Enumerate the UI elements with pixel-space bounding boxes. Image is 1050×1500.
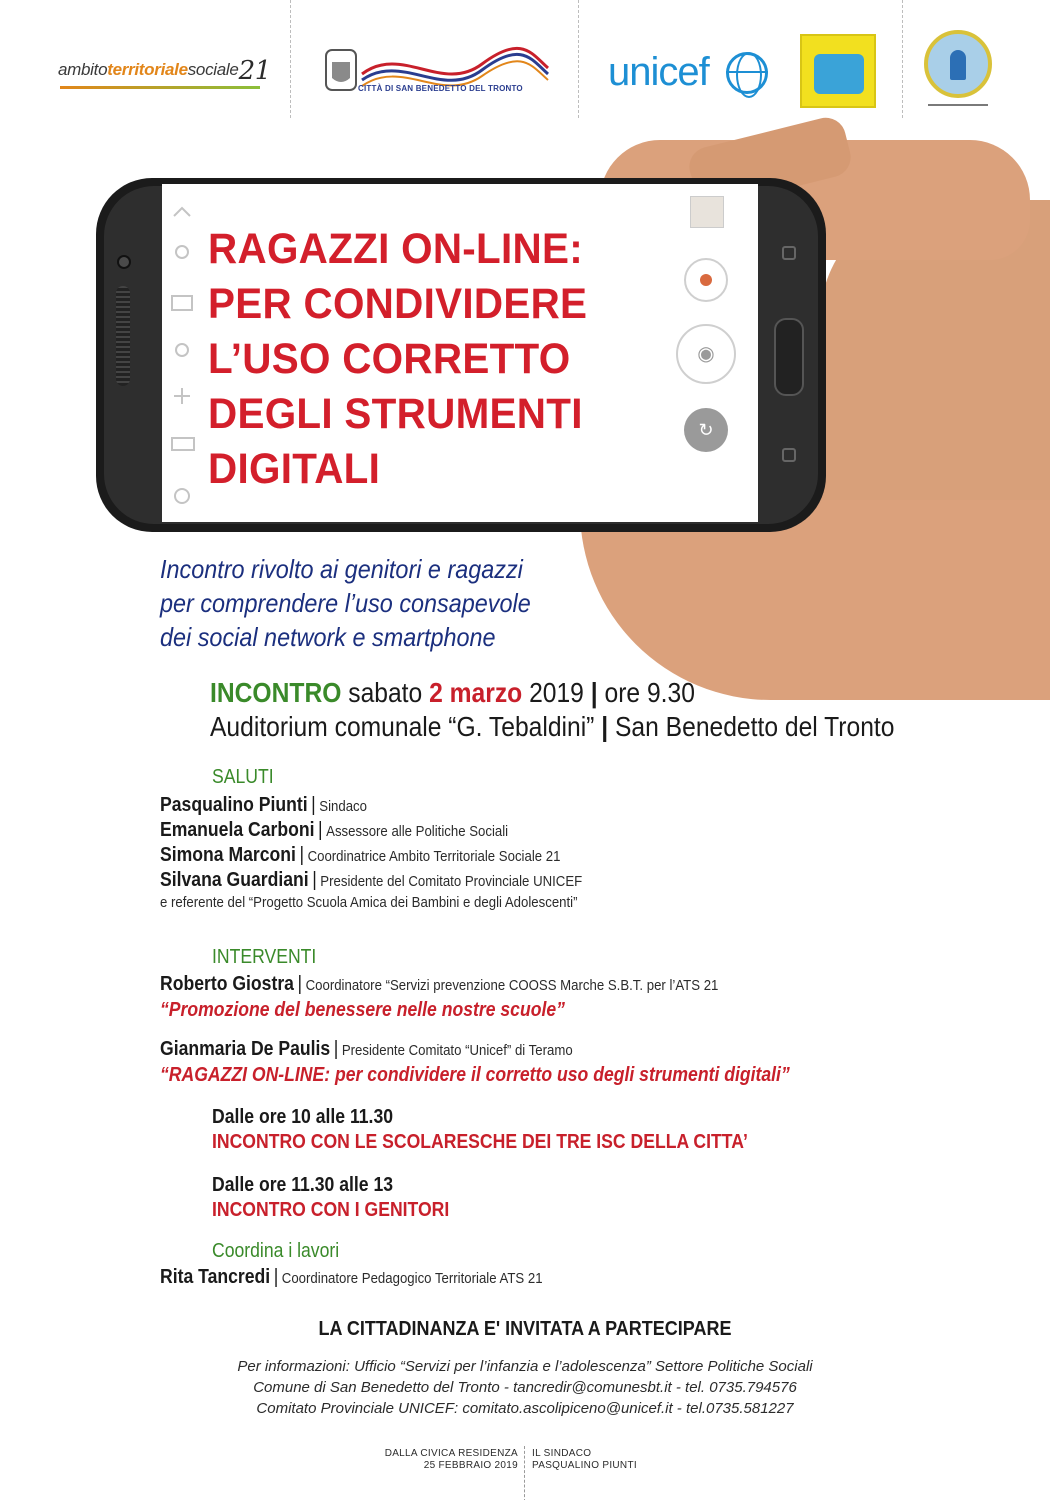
- event-venue: Auditorium comunale “G. Tebaldini”: [210, 711, 595, 742]
- speaker-talk: “Promozione del benessere nelle nostre scuole”: [160, 999, 565, 1021]
- coordinator-role: Coordinatore Pedagogico Territoriale ATS 21: [281, 1270, 543, 1287]
- headline: [208, 222, 587, 497]
- speaker-role: Coordinatore “Servizi prevenzione COOSS Marche S.B.T. per l’ATS 21: [305, 977, 719, 994]
- separator: |: [590, 677, 598, 708]
- logo-divider: [578, 0, 579, 118]
- headline-line: L’USO CORRETTO: [208, 335, 571, 383]
- city-logo-text: CITTÀ DI SAN BENEDETTO DEL TRONTO: [358, 84, 523, 93]
- ambito-logo-underline: [60, 86, 260, 89]
- headline-line: PER CONDIVIDERE: [208, 280, 588, 328]
- session-time: Dalle ore 10 alle 11.30: [212, 1106, 394, 1128]
- footer-signature: [532, 1448, 732, 1472]
- tree-logo: [924, 30, 992, 98]
- event-day: sabato: [348, 677, 423, 708]
- logo-divider: [290, 0, 291, 118]
- event-details: [210, 676, 894, 744]
- saluti-heading: SALUTI: [212, 766, 274, 788]
- info-line: Comitato Provinciale UNICEF: comitato.ascolipiceno@unicef.it - tel.0735.581227: [256, 1400, 794, 1417]
- unicef-logo-text: unicef: [608, 50, 709, 94]
- speaker-role: Presidente Comitato “Unicef” di Teramo: [341, 1042, 573, 1059]
- event-label: INCONTRO: [210, 677, 342, 708]
- info-line: Per informazioni: Ufficio “Servizi per l’infanzia e l’adolescenza” Settore Politiche Sociali: [237, 1358, 813, 1375]
- person-role: Presidente del Comitato Provinciale UNICEF: [320, 873, 583, 890]
- invitation: LA CITTADINANZA E' INVITATA A PARTECIPARE: [318, 1318, 732, 1340]
- saluti-person: [160, 794, 367, 817]
- subtitle-line: dei social network e smartphone: [160, 622, 496, 652]
- footer-line: PASQUALINO PIUNTI: [532, 1460, 637, 1471]
- session-title: INCONTRO CON I GENITORI: [212, 1199, 450, 1221]
- person-role: Sindaco: [319, 798, 367, 815]
- footer-line: DALLA CIVICA RESIDENZA: [384, 1448, 518, 1459]
- campaign-logo-image: [814, 54, 864, 94]
- separator: |: [318, 819, 323, 841]
- saluti-person: [160, 869, 582, 892]
- ambito-territoriale-logo: ambitoterritorialesociale21: [58, 56, 272, 86]
- switch-camera-icon: ↻: [684, 408, 728, 452]
- event-venue-line: [210, 710, 894, 744]
- home-button: [774, 318, 804, 396]
- event-year: 2019: [529, 677, 584, 708]
- speaker-talk: “RAGAZZI ON-LINE: per condividere il corretto uso degli strumenti digitali”: [160, 1064, 790, 1086]
- subtitle-line: per comprendere l’uso consapevole: [160, 588, 531, 618]
- speaker: [160, 973, 718, 996]
- saluti-person: [160, 844, 560, 867]
- person-name: Pasqualino Piunti: [160, 794, 308, 816]
- event-date: 2 marzo: [429, 677, 523, 708]
- gallery-thumbnail: [690, 196, 724, 228]
- subtitle-line: Incontro rivolto ai genitori e ragazzi: [160, 554, 523, 584]
- logo-divider: [902, 0, 903, 118]
- event-date-line: [210, 676, 894, 710]
- camera-icon: ◉: [676, 324, 736, 384]
- event-city: San Benedetto del Tronto: [614, 711, 895, 742]
- person-name: Simona Marconi: [160, 844, 296, 866]
- coordinator-name: Rita Tancredi: [160, 1266, 271, 1288]
- person-role: Coordinatrice Ambito Territoriale Sociale 21: [307, 848, 561, 865]
- separator: |: [601, 711, 609, 742]
- person-name: Emanuela Carboni: [160, 819, 315, 841]
- speaker: [160, 1038, 573, 1061]
- speaker-name: Gianmaria De Paulis: [160, 1038, 331, 1060]
- footer-line: IL SINDACO: [532, 1448, 592, 1459]
- headline-line: DIGITALI: [208, 445, 381, 493]
- speaker-name: Roberto Giostra: [160, 973, 294, 995]
- person-name: Silvana Guardiani: [160, 869, 309, 891]
- front-camera-icon: [117, 255, 131, 269]
- event-time: ore 9.30: [604, 677, 695, 708]
- recent-apps-icon: [782, 246, 796, 260]
- separator: |: [311, 794, 316, 816]
- speaker-grille: [116, 286, 130, 386]
- separator: |: [297, 973, 303, 995]
- headline-line: RAGAZZI ON-LINE:: [208, 225, 583, 273]
- info-line: Comune di San Benedetto del Tronto - tancredir@comunesbt.it - tel. 0735.794576: [253, 1379, 797, 1396]
- separator: |: [312, 869, 317, 891]
- footer-line: 25 FEBBRAIO 2019: [423, 1460, 518, 1471]
- footer-residence: [360, 1448, 518, 1472]
- separator: |: [273, 1266, 279, 1288]
- record-icon: [684, 258, 728, 302]
- session-time: Dalle ore 11.30 alle 13: [212, 1174, 394, 1196]
- saluti-person: [160, 819, 508, 842]
- subtitle: [160, 552, 531, 654]
- back-icon: [782, 448, 796, 462]
- person-role: Assessore alle Politiche Sociali: [326, 823, 509, 840]
- tree-logo-underline: [928, 104, 988, 110]
- unicef-globe-icon: [726, 52, 768, 94]
- campaign-logo: [800, 34, 876, 108]
- saluti-extra: e referente del “Progetto Scuola Amica dei Bambini e degli Adolescenti”: [160, 894, 578, 911]
- coordinator: [160, 1266, 543, 1289]
- camera-settings-icons: [168, 200, 198, 510]
- session-title: INCONTRO CON LE SCOLARESCHE DEI TRE ISC DELLA CITTA’: [212, 1131, 748, 1153]
- coordina-heading: Coordina i lavori: [212, 1240, 340, 1262]
- separator: |: [299, 844, 305, 866]
- footer-divider: [524, 1446, 525, 1500]
- separator: |: [333, 1038, 339, 1060]
- headline-line: DEGLI STRUMENTI: [208, 390, 583, 438]
- logo-header: [0, 0, 1050, 120]
- interventi-heading: INTERVENTI: [212, 946, 317, 968]
